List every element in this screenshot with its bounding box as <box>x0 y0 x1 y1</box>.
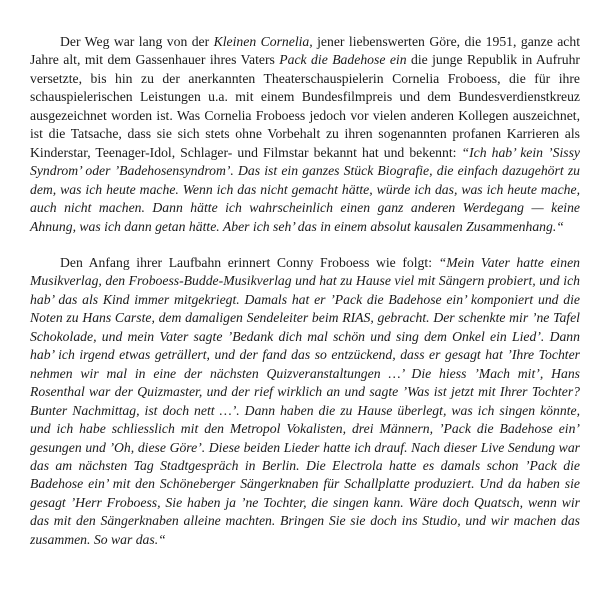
text-run: die junge Republik in Aufruhr versetzte, bis hin zu der anerkannten Theaterschauspielerin Cornelia Froboess, die für ihre schauspielerischen Leistungen u.a. mit einem Bundesfilmpreis und dem Bundesverdienstkreuz ausgezeichnet worden ist. Was Cornelia Froboess jedoch vor vielen anderen Kollegen auszeichnet, ist die Tatsache, dass sie sich stets ohne Vorbehalt zu ihren sogenannten profanen Karrieren als Kinderstar, Teenager-Idol, Schlager- und Filmstar bekannt hat und bekennt: <box>30 52 580 160</box>
document-page <box>30 33 580 549</box>
text-run: jener liebenswerten Göre, die 1951, ganze acht Jahre alt, mit dem Gassenhauer ihres Vaters <box>30 34 580 68</box>
text-run: Den Anfang ihrer Laufbahn erinnert Conny Froboess wie folgt: <box>60 254 439 270</box>
text-run-italic: Pack die Badehose ein <box>279 52 407 68</box>
text-run-italic: Kleinen Cornelia, <box>213 34 313 49</box>
paragraph-career <box>30 33 580 236</box>
quote-italic: “Mein Vater hatte einen Musikverlag, den Froboess-Budde-Musikverlag und hat zu Hause viel mit Sängern probiert, und ich hab’ das als Kind immer mitgekriegt. Damals hat er ’Pack die Badehose ein’ komponiert und die Noten zu Hans Carste, dem damaligen Sendeleiter beim RIAS, gebracht. Der schenkte mir ’ne Tafel Schokolade, und mein Vater sagte ’Bedank dich mal schön und sing dem Onkel ein Lied’. Dann hab’ ich irgend etwas geträllert, und der fand das so entzückend, dass er gesagt hat ’Ihre Tochter nehmen wir mal in eine der nächsten Quizveranstaltungen …’ Die hiess ’Mach mit’, Hans Rosenthal war der Quizmaster, und der rief wirklich an und sagte ’Was ist jetzt mit Ihrer Tochter? Bunter Nachmittag, ist doch nett …’. Dann haben die zu Hause überlegt, was ich singen könnte, und ich habe schliesslich mit den Metropol Vokalisten, drei Männern, ’Pack die Badehose ein’ gesungen und ’Oh, diese Göre’. Diese beiden Lieder hatte ich drauf. Nach dieser Live Sendung war das am nächsten Tag Stadtgespräch in Berlin. Die Electrola hatte es damals schon ’Pack die Badehose ein’ mit den Schöneberger Sängerknaben für Schallplatte produziert. Und da haben sie gesagt ’Herr Froboess, Sie haben ja ’ne Tochter, die singen kann. Wäre doch Quatsch, wenn wir das mit den Sängerknaben alleine machten. Bringen Sie sie doch ins Studio, und wir machen das zusammen. So war das.“ <box>30 254 580 547</box>
text-run: Der Weg war lang von der <box>60 34 214 49</box>
quote-italic: “Ich hab’ kein ’Sissy Syndrom’ oder ’Badehosensyndrom’. Das ist ein ganzes Stück Biografie, die einfach dazugehört zu dem, was ich heute mache. Wenn ich das nicht gemacht hätte, würde ich das, was ich heute mache, auch nicht machen. Dann hätte ich wahrscheinlich einen ganz anderen Werdegang — keine Ahnung, was ich dann getan hätte. Aber ich seh’ das in einem absolut kausalen Zusammenhang.“ <box>30 144 580 234</box>
paragraph-beginning <box>30 254 580 549</box>
